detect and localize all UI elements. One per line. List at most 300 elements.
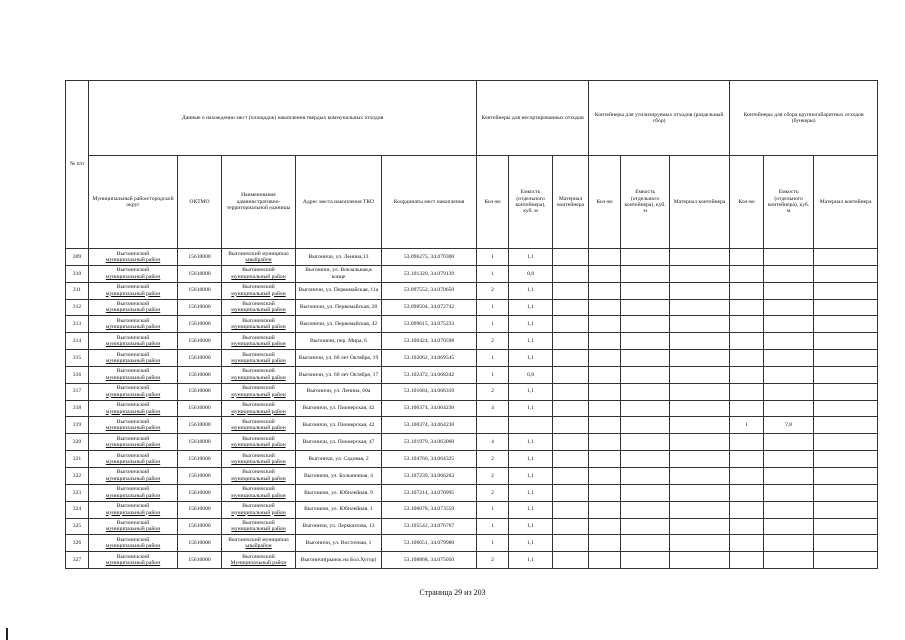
- separate-material-cell: [670, 299, 730, 316]
- row-number: 316: [66, 366, 89, 383]
- address-cell: Выгоничи, ул. Ленина, 60а: [296, 383, 382, 400]
- unsorted-material-header: Материал контейнера: [553, 156, 589, 249]
- table-row: [66, 400, 878, 417]
- district-cell-line2: муниципальный район: [105, 391, 161, 398]
- bulky-material-cell: [814, 249, 878, 266]
- district-cell-line2: муниципальный район: [105, 425, 161, 432]
- bulky-material-cell: [814, 484, 878, 501]
- bulky-capacity-cell: [764, 434, 814, 451]
- bulky-qty-cell: [730, 434, 764, 451]
- bulky-capacity-cell: [764, 299, 814, 316]
- separate-capacity-cell: [621, 501, 670, 518]
- row-number: 311: [66, 282, 89, 299]
- oktmo-cell: 15610000: [178, 333, 222, 350]
- district-cell: [89, 366, 178, 383]
- unit-cell-line1: Выгоничский: [242, 452, 275, 459]
- bulky-material-cell: [814, 467, 878, 484]
- unsorted-material-cell: [553, 417, 589, 434]
- address-cell: Выгоничи, ул. Пионерская, 42: [296, 417, 382, 434]
- unsorted-capacity-cell: 1,1: [509, 350, 553, 367]
- unit-cell-line1: Выгоничский: [242, 368, 275, 375]
- separate-material-cell: [670, 350, 730, 367]
- address-cell: Выгоничи, ул. Вокзальная,в конце: [296, 265, 382, 282]
- district-cell: [89, 501, 178, 518]
- separate-material-cell: [670, 552, 730, 569]
- location-group-header: Данные о нахождении мест (площадок) накопления твердых коммунальных отходов: [89, 81, 477, 156]
- unsorted-capacity-cell: 1,1: [509, 299, 553, 316]
- bulky-capacity-cell: [764, 518, 814, 535]
- separate-capacity-cell: [621, 265, 670, 282]
- col-district-header: Муниципальный район/городской округ: [89, 156, 178, 249]
- separate-qty-cell: [589, 501, 621, 518]
- row-number: 318: [66, 400, 89, 417]
- bulky-qty-cell: [730, 366, 764, 383]
- separate-material-cell: [670, 417, 730, 434]
- table-row: [66, 316, 878, 333]
- table-row: [66, 501, 878, 518]
- bulky-qty-cell: 1: [730, 417, 764, 434]
- unsorted-capacity-cell: 1,1: [509, 316, 553, 333]
- coords-cell: 53.101979, 34.063060: [382, 434, 477, 451]
- table-row: [66, 366, 878, 383]
- district-cell-line1: Выгоничский: [116, 418, 150, 425]
- unit-cell: [222, 501, 296, 518]
- unit-cell-line2: муниципальный район: [231, 273, 286, 280]
- unsorted-material-cell: [553, 299, 589, 316]
- unsorted-material-cell: [553, 400, 589, 417]
- district-cell-line1: Выгоничский: [116, 351, 150, 358]
- oktmo-cell: 15610000: [178, 518, 222, 535]
- oktmo-cell: 15610000: [178, 350, 222, 367]
- bulky-qty-cell: [730, 467, 764, 484]
- unsorted-qty-cell: 1: [477, 350, 509, 367]
- separate-capacity-cell: [621, 434, 670, 451]
- unit-cell-line1: Выгоничский: [242, 418, 275, 425]
- bulky-material-cell: [814, 316, 878, 333]
- unsorted-capacity-cell: 1,1: [509, 400, 553, 417]
- bulky-qty-cell: [730, 518, 764, 535]
- separate-material-cell: [670, 535, 730, 552]
- district-cell-line2: муниципальный район: [105, 256, 161, 263]
- bulky-capacity-cell: [764, 501, 814, 518]
- unit-cell-line2: муниципальный район: [231, 290, 286, 297]
- district-cell: [89, 434, 178, 451]
- unsorted-qty-cell: 1: [477, 316, 509, 333]
- table-row: [66, 299, 878, 316]
- address-cell: Выгоничи, ул. Восточная, 1: [296, 535, 382, 552]
- row-number: 326: [66, 535, 89, 552]
- unsorted-capacity-cell: 1,1: [509, 249, 553, 266]
- bulky-capacity-cell: [764, 316, 814, 333]
- separate-qty-cell: [589, 350, 621, 367]
- row-number: 317: [66, 383, 89, 400]
- unsorted-capacity-cell: 1,1: [509, 535, 553, 552]
- unit-cell: [222, 350, 296, 367]
- district-cell: [89, 535, 178, 552]
- table-row: [66, 282, 878, 299]
- district-cell-line1: Выгоничский: [116, 520, 150, 527]
- unsorted-material-cell: [553, 467, 589, 484]
- unit-cell-line1: Выгоничский: [242, 334, 275, 341]
- row-number: 327: [66, 552, 89, 569]
- unsorted-material-cell: [553, 282, 589, 299]
- district-cell-line2: муниципальный район: [105, 341, 161, 348]
- unsorted-qty-header: Кол-во: [477, 156, 509, 249]
- oktmo-cell: 15610000: [178, 484, 222, 501]
- district-cell-line1: Выгоничский: [116, 503, 150, 510]
- unsorted-material-cell: [553, 434, 589, 451]
- separate-capacity-cell: [621, 535, 670, 552]
- unsorted-qty-cell: 1: [477, 299, 509, 316]
- col-coords-header: Координаты мест накопления: [382, 156, 477, 249]
- unsorted-material-cell: [553, 451, 589, 468]
- coords-cell: 53.100374, 34.064230: [382, 417, 477, 434]
- district-cell-line2: муниципальный район: [105, 475, 161, 482]
- separate-capacity-cell: [621, 350, 670, 367]
- unit-cell: [222, 366, 296, 383]
- separate-material-cell: [670, 518, 730, 535]
- bulky-group-header: Контейнеры для сбора крупногабаритных отходов (бункеры): [730, 81, 878, 156]
- unsorted-material-cell: [553, 484, 589, 501]
- bulky-capacity-cell: [764, 484, 814, 501]
- unit-cell: [222, 282, 296, 299]
- unsorted-qty-cell: 2: [477, 383, 509, 400]
- separate-qty-cell: [589, 417, 621, 434]
- bulky-qty-cell: [730, 316, 764, 333]
- bulky-material-cell: [814, 282, 878, 299]
- unsorted-material-cell: [553, 501, 589, 518]
- unit-cell-line1: Выгоничский: [242, 469, 275, 476]
- separate-capacity-cell: [621, 484, 670, 501]
- oktmo-cell: 15610000: [178, 366, 222, 383]
- col-oktmo-header: ОКТМО: [178, 156, 222, 249]
- separate-capacity-cell: [621, 282, 670, 299]
- row-number: 322: [66, 467, 89, 484]
- oktmo-cell: 15610000: [178, 400, 222, 417]
- unit-cell-line2: муниципальный район: [231, 425, 286, 432]
- unit-cell-line1: Выгоничский муниципал: [228, 250, 289, 257]
- coords-cell: 53.101684, 34.066310: [382, 383, 477, 400]
- address-cell: Выгоничи, ул. Ленина,13: [296, 249, 382, 266]
- coords-cell: 53.101320, 34.079139: [382, 265, 477, 282]
- unit-cell: [222, 451, 296, 468]
- bulky-material-cell: [814, 535, 878, 552]
- unit-cell-line2: муниципальный район: [231, 374, 286, 381]
- separate-material-cell: [670, 484, 730, 501]
- unsorted-capacity-cell: 1,1: [509, 484, 553, 501]
- district-cell: [89, 518, 178, 535]
- bulky-material-cell: [814, 299, 878, 316]
- unit-cell-line2: муниципальный район: [231, 324, 286, 331]
- unit-cell-line2: муниципальный район: [231, 341, 286, 348]
- oktmo-cell: 15610000: [178, 249, 222, 266]
- separate-material-cell: [670, 265, 730, 282]
- row-number: 313: [66, 316, 89, 333]
- district-cell-line2: муниципальный район: [105, 526, 161, 533]
- coords-cell: 53.104766, 34.064325: [382, 451, 477, 468]
- bulky-qty-cell: [730, 400, 764, 417]
- bulky-capacity-cell: [764, 366, 814, 383]
- unit-cell-line1: Выгоничский: [242, 503, 275, 510]
- table-row: [66, 484, 878, 501]
- bulky-qty-cell: [730, 552, 764, 569]
- separate-qty-cell: [589, 249, 621, 266]
- separate-capacity-cell: [621, 417, 670, 434]
- unsorted-material-cell: [553, 316, 589, 333]
- unit-cell: [222, 333, 296, 350]
- col-address-header: Адрес места накопления ТКО: [296, 156, 382, 249]
- separate-capacity-header: Емкость (отдельного контейнера), куб. м: [621, 156, 670, 249]
- unsorted-qty-cell: 1: [477, 518, 509, 535]
- district-cell-line2: муниципальный район: [105, 509, 161, 516]
- unit-cell: [222, 299, 296, 316]
- separate-qty-cell: [589, 434, 621, 451]
- separate-qty-cell: [589, 265, 621, 282]
- unit-cell-line1: Выгоничский: [242, 553, 275, 560]
- district-cell: [89, 350, 178, 367]
- unit-cell: [222, 535, 296, 552]
- unit-cell: [222, 249, 296, 266]
- district-cell: [89, 299, 178, 316]
- bulky-material-cell: [814, 501, 878, 518]
- separate-qty-cell: [589, 552, 621, 569]
- unit-cell: [222, 316, 296, 333]
- unsorted-capacity-cell: 0,8: [509, 265, 553, 282]
- scan-edge-mark: [6, 628, 8, 640]
- unit-cell: [222, 484, 296, 501]
- unit-cell: [222, 417, 296, 434]
- coords-cell: 53.096275, 34.070300: [382, 249, 477, 266]
- coords-cell: 53.100424, 34.070598: [382, 333, 477, 350]
- unit-cell: [222, 552, 296, 569]
- separate-material-cell: [670, 316, 730, 333]
- table-row: [66, 333, 878, 350]
- unit-cell-line2: муниципальный район: [231, 307, 286, 314]
- coords-cell: 53.098504, 34.072742: [382, 299, 477, 316]
- row-number: 323: [66, 484, 89, 501]
- separate-material-cell: [670, 434, 730, 451]
- district-cell: [89, 316, 178, 333]
- bulky-material-cell: [814, 552, 878, 569]
- district-cell-line1: Выгоничский: [116, 385, 150, 392]
- unsorted-material-cell: [553, 366, 589, 383]
- district-cell-line1: Выгоничский: [116, 553, 150, 560]
- row-number: 314: [66, 333, 89, 350]
- bulky-material-cell: [814, 265, 878, 282]
- row-number: 319: [66, 417, 89, 434]
- separate-material-cell: [670, 383, 730, 400]
- table-row: [66, 417, 878, 434]
- row-number: 321: [66, 451, 89, 468]
- bulky-qty-cell: [730, 299, 764, 316]
- separate-capacity-cell: [621, 333, 670, 350]
- table-row: [66, 249, 878, 266]
- address-cell: Выгоничи, ул. Пионерская, 42: [296, 400, 382, 417]
- address-cell: Выгоничи, ул. 60 лет Октября, 19: [296, 350, 382, 367]
- separate-qty-cell: [589, 299, 621, 316]
- unit-cell-line1: Выгоничский: [242, 284, 275, 291]
- bulky-material-cell: [814, 518, 878, 535]
- bulky-capacity-cell: [764, 350, 814, 367]
- unsorted-capacity-cell: 1,1: [509, 383, 553, 400]
- bulky-capacity-cell: [764, 282, 814, 299]
- bulky-material-cell: [814, 451, 878, 468]
- unit-cell-line2: ьныйрайон: [245, 543, 272, 550]
- district-cell-line1: Выгоничский: [116, 452, 150, 459]
- bulky-material-cell: [814, 366, 878, 383]
- row-number: 320: [66, 434, 89, 451]
- separate-material-cell: [670, 249, 730, 266]
- unsorted-capacity-cell: 1,1: [509, 518, 553, 535]
- address-cell: Выгоничи, ул. Юбилейная, 9: [296, 484, 382, 501]
- unsorted-capacity-cell: [509, 417, 553, 434]
- oktmo-cell: 15610000: [178, 467, 222, 484]
- bulky-capacity-cell: [764, 467, 814, 484]
- address-cell: Выгоничи, ул. Больничная, 4: [296, 467, 382, 484]
- separate-qty-cell: [589, 467, 621, 484]
- district-cell-line2: муниципальный район: [105, 408, 161, 415]
- separate-qty-cell: [589, 535, 621, 552]
- unsorted-capacity-cell: 1,1: [509, 552, 553, 569]
- unit-cell-line1: Выгоничский: [242, 267, 275, 274]
- unit-cell-line2: муниципальный район: [231, 492, 286, 499]
- district-cell-line1: Выгоничский: [116, 435, 150, 442]
- district-cell: [89, 417, 178, 434]
- district-cell-line1: Выгоничский: [116, 284, 150, 291]
- table-row: [66, 535, 878, 552]
- district-cell-line1: Выгоничский: [116, 250, 150, 257]
- unit-cell-line2: муниципальный район: [231, 442, 286, 449]
- separate-material-cell: [670, 501, 730, 518]
- unit-cell: [222, 400, 296, 417]
- unit-cell-line1: Выгоничский: [242, 385, 275, 392]
- separate-material-cell: [670, 400, 730, 417]
- separate-material-cell: [670, 467, 730, 484]
- address-cell: Выгоничи, пер. Мира, 6: [296, 333, 382, 350]
- coords-cell: 53.107239, 34.066203: [382, 467, 477, 484]
- separate-qty-cell: [589, 451, 621, 468]
- unsorted-material-cell: [553, 265, 589, 282]
- separate-material-header: Материал контейнера: [670, 156, 730, 249]
- bulky-capacity-header: Емкость (отдельного контейнера), куб. м: [764, 156, 814, 249]
- separate-capacity-cell: [621, 552, 670, 569]
- unit-cell-line2: муниципальный район: [231, 391, 286, 398]
- table-row: [66, 434, 878, 451]
- district-cell-line2: муниципальный район: [105, 492, 161, 499]
- oktmo-cell: 15610000: [178, 316, 222, 333]
- unit-cell-line1: Выгоничский: [242, 435, 275, 442]
- unsorted-capacity-header: Емкость (отдельного контейнера), куб. м: [509, 156, 553, 249]
- coords-cell: 53.106078, 34.073559: [382, 501, 477, 518]
- separate-capacity-cell: [621, 451, 670, 468]
- separate-qty-cell: [589, 400, 621, 417]
- address-cell: Выгоничи, ул. Лермонтова, 13: [296, 518, 382, 535]
- oktmo-cell: 15610000: [178, 265, 222, 282]
- bulky-capacity-cell: [764, 552, 814, 569]
- unsorted-qty-cell: 1: [477, 265, 509, 282]
- unsorted-qty-cell: 1: [477, 366, 509, 383]
- oktmo-cell: 15610000: [178, 552, 222, 569]
- district-cell-line1: Выгоничский: [116, 267, 150, 274]
- bulky-qty-cell: [730, 383, 764, 400]
- unit-cell-line2: муниципальный район: [231, 475, 286, 482]
- district-cell-line2: муниципальный район: [105, 307, 161, 314]
- unit-cell-line1: Выгоничский: [242, 520, 275, 527]
- address-cell: Выгоничи, ул. Пионерская, 47: [296, 434, 382, 451]
- unsorted-qty-cell: 2: [477, 484, 509, 501]
- unit-cell-line1: Выгоничский муниципал: [228, 536, 289, 543]
- oktmo-cell: 15610000: [178, 535, 222, 552]
- district-cell-line1: Выгоничский: [116, 486, 150, 493]
- unsorted-qty-cell: 4: [477, 434, 509, 451]
- bulky-qty-cell: [730, 501, 764, 518]
- unit-cell-line1: Выгоничский: [242, 317, 275, 324]
- separate-material-cell: [670, 451, 730, 468]
- district-cell-line2: муниципальный район: [105, 374, 161, 381]
- table-row: [66, 383, 878, 400]
- bulky-capacity-cell: [764, 249, 814, 266]
- district-cell-line2: муниципальный район: [105, 357, 161, 364]
- separate-qty-cell: [589, 316, 621, 333]
- unsorted-material-cell: [553, 552, 589, 569]
- unit-cell-line2: муниципальный район: [231, 509, 286, 516]
- table-row: [66, 552, 878, 569]
- unit-cell-line1: Выгоничский: [242, 486, 275, 493]
- bulky-material-cell: [814, 383, 878, 400]
- unsorted-qty-cell: 2: [477, 333, 509, 350]
- oktmo-cell: 15610000: [178, 299, 222, 316]
- coords-cell: 53.099615, 34.075233: [382, 316, 477, 333]
- address-cell: Выгоничи(рынок на Бол.Хутор): [296, 552, 382, 569]
- separate-capacity-cell: [621, 316, 670, 333]
- oktmo-cell: 15610000: [178, 451, 222, 468]
- table-row: [66, 350, 878, 367]
- separate-qty-cell: [589, 333, 621, 350]
- coords-cell: 53.100374, 34.064230: [382, 400, 477, 417]
- address-cell: Выгоничи, ул. Первомайская, 42: [296, 316, 382, 333]
- waste-sites-table: [65, 80, 878, 569]
- district-cell: [89, 265, 178, 282]
- bulky-qty-cell: [730, 484, 764, 501]
- unit-cell-line2: муниципальный район: [231, 459, 286, 466]
- table-row: [66, 518, 878, 535]
- unit-cell: [222, 434, 296, 451]
- unsorted-material-cell: [553, 535, 589, 552]
- unsorted-qty-cell: 2: [477, 467, 509, 484]
- unsorted-qty-cell: 2: [477, 451, 509, 468]
- bulky-material-header: Материал контейнера: [814, 156, 878, 249]
- bulky-qty-header: Кол-во: [730, 156, 764, 249]
- bulky-capacity-cell: [764, 333, 814, 350]
- district-cell-line1: Выгоничский: [116, 368, 150, 375]
- district-cell: [89, 451, 178, 468]
- district-cell-line2: муниципальный район: [105, 273, 161, 280]
- bulky-capacity-cell: [764, 535, 814, 552]
- bulky-qty-cell: [730, 333, 764, 350]
- district-cell-line1: Выгоничский: [116, 402, 150, 409]
- bulky-capacity-cell: [764, 383, 814, 400]
- table-body: [66, 249, 878, 569]
- separate-capacity-cell: [621, 518, 670, 535]
- table-row: [66, 451, 878, 468]
- unit-cell-line1: Выгоничский: [242, 351, 275, 358]
- district-cell: [89, 400, 178, 417]
- address-cell: Выгоничи, ул. Первомайская, 11а: [296, 282, 382, 299]
- bulky-material-cell: [814, 350, 878, 367]
- unit-cell-line2: муниципальный район: [231, 526, 286, 533]
- oktmo-cell: 15610000: [178, 417, 222, 434]
- district-cell-line1: Выгоничский: [116, 301, 150, 308]
